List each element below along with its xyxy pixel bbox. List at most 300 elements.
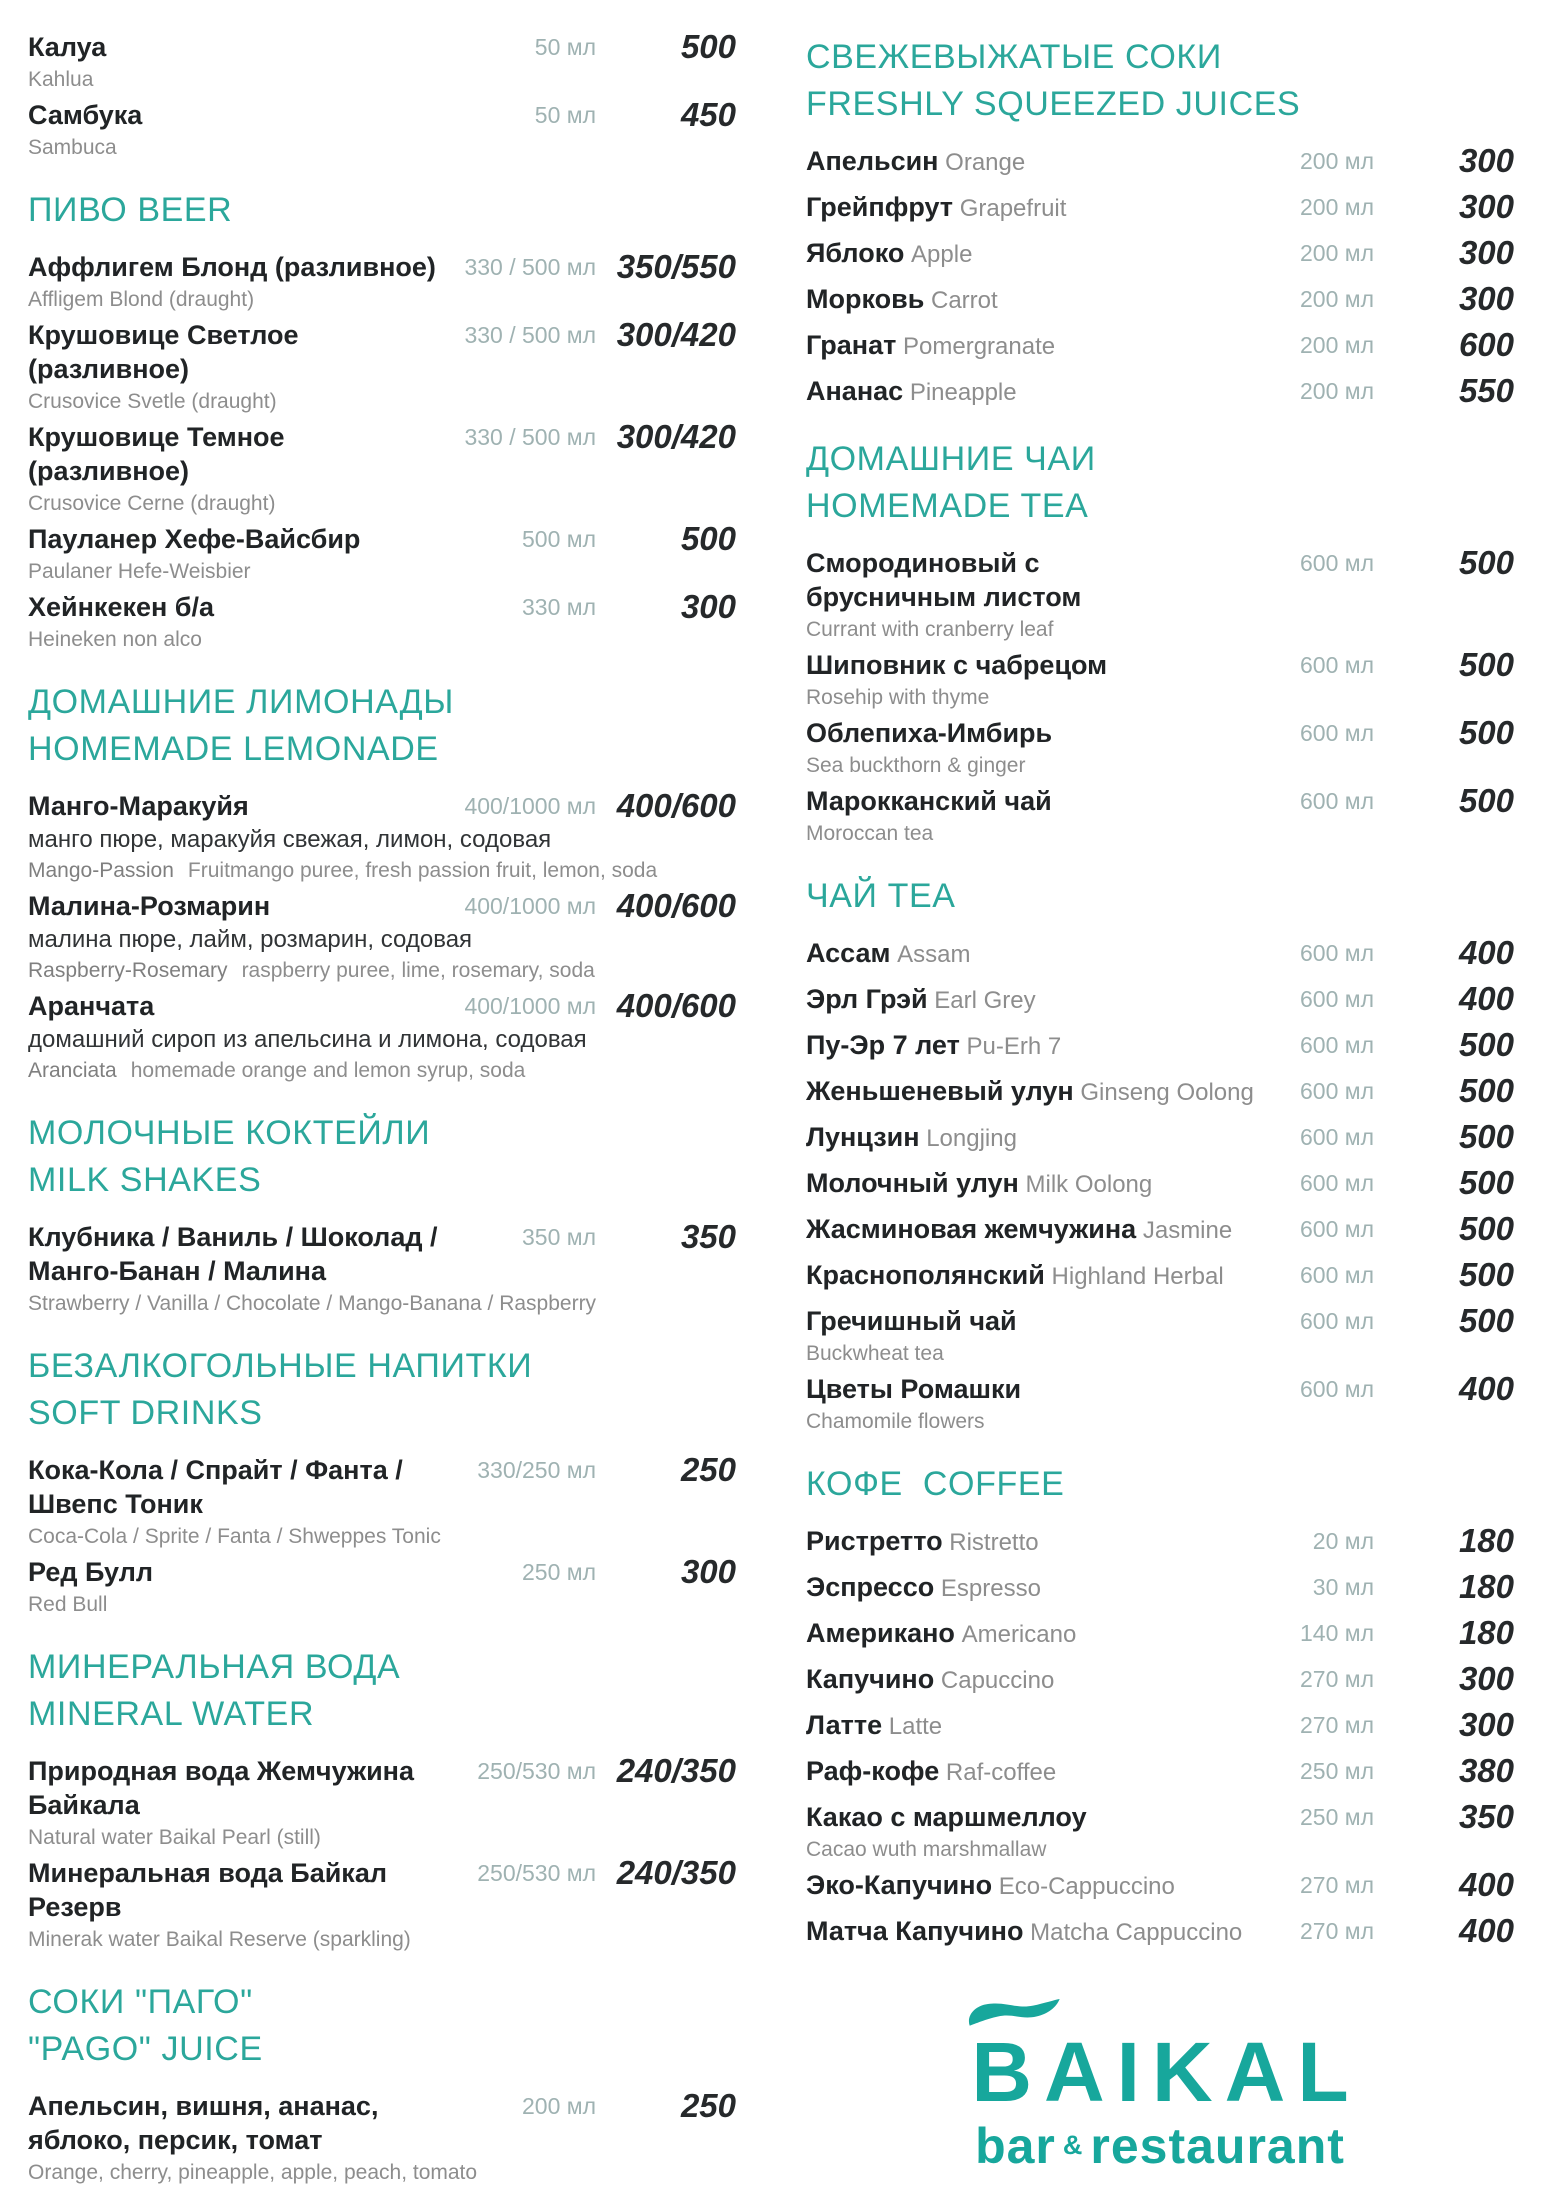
item-price: 300 bbox=[680, 1553, 736, 1590]
item-name-en: Capuccino bbox=[934, 1667, 1055, 1694]
menu-item-row bbox=[28, 98, 736, 132]
item-price: 300 bbox=[1458, 280, 1514, 317]
item-name-en: Apple bbox=[904, 241, 973, 268]
item-name-en: Carrot bbox=[924, 287, 998, 314]
menu-item-row bbox=[28, 318, 736, 386]
menu-item bbox=[806, 648, 1514, 711]
menu-item-row bbox=[806, 1074, 1514, 1110]
item-volume: 600 мл bbox=[1300, 1170, 1374, 1196]
item-description-en: Affligem Blond (draught) bbox=[28, 288, 255, 311]
section-header-line: HOMEMADE LEMONADE bbox=[28, 730, 439, 768]
item-volume: 400/1000 мл bbox=[464, 893, 596, 919]
section-header bbox=[28, 1110, 736, 1204]
item-name: Морковь Carrot bbox=[806, 284, 998, 314]
menu-item-row bbox=[28, 522, 736, 556]
menu-item bbox=[806, 1800, 1514, 1863]
menu-item bbox=[806, 374, 1514, 410]
menu-item-row bbox=[806, 190, 1514, 226]
item-name: Молочный улун Milk Oolong bbox=[806, 1168, 1153, 1198]
item-name-en: Latte bbox=[882, 1713, 943, 1740]
item-volume: 600 мл bbox=[1300, 1216, 1374, 1242]
menu-item-row bbox=[806, 1570, 1514, 1606]
item-price: 500 bbox=[1458, 1256, 1514, 1293]
item-name: Гранат Pomergranate bbox=[806, 330, 1056, 360]
menu-item bbox=[806, 1304, 1514, 1367]
item-volume: 270 мл bbox=[1300, 1872, 1374, 1898]
logo-subtitle bbox=[971, 2118, 1348, 2173]
menu-item bbox=[806, 1120, 1514, 1156]
item-volume: 250 мл bbox=[1300, 1758, 1374, 1784]
item-volume: 200 мл bbox=[1300, 240, 1374, 266]
item-volume: 350 мл bbox=[522, 1224, 596, 1250]
item-name: Минеральная вода Байкал Резерв bbox=[28, 1858, 387, 1922]
item-price: 240/350 bbox=[616, 1854, 736, 1891]
menu-item-row bbox=[806, 546, 1514, 614]
menu-item bbox=[28, 420, 736, 517]
item-price: 300 bbox=[1458, 1706, 1514, 1743]
menu-item-row bbox=[28, 30, 736, 64]
section-header-line: ЧАЙ TEA bbox=[806, 877, 956, 915]
item-description-en: Natural water Baikal Pearl (still) bbox=[28, 1826, 321, 1849]
section-header-line: КОФЕ COFFEE bbox=[806, 1465, 1065, 1503]
item-name-en: Matcha Cappuccino bbox=[1023, 1919, 1243, 1946]
item-price: 500 bbox=[1458, 782, 1514, 819]
item-description-label: Mango-Passion bbox=[28, 859, 174, 882]
menu-item bbox=[806, 328, 1514, 364]
menu-item-row bbox=[806, 1616, 1514, 1652]
item-price: 300 bbox=[680, 588, 736, 625]
logo-title: BAIKAL bbox=[971, 2025, 1361, 2119]
item-description-en: Currant with cranberry leaf bbox=[806, 618, 1054, 641]
item-description-ru: манго пюре, маракуйя свежая, лимон, содовая bbox=[28, 826, 552, 853]
section-header-line: ДОМАШНИЕ ЛИМОНАДЫ bbox=[28, 683, 454, 721]
item-name: Капучино Capuccino bbox=[806, 1664, 1055, 1694]
item-price: 400/600 bbox=[616, 987, 736, 1024]
item-price: 180 bbox=[1458, 1522, 1514, 1559]
item-price: 400 bbox=[1458, 980, 1514, 1017]
item-volume: 600 мл bbox=[1300, 1078, 1374, 1104]
item-name: Эспрессо Espresso bbox=[806, 1572, 1041, 1602]
item-name: Какао с маршмеллоу bbox=[806, 1802, 1087, 1832]
menu-columns bbox=[28, 30, 1514, 2188]
section-header-line: МОЛОЧНЫЕ КОКТЕЙЛИ bbox=[28, 1114, 431, 1152]
section-header bbox=[806, 873, 1514, 920]
menu-item bbox=[806, 236, 1514, 272]
menu-item-row bbox=[806, 282, 1514, 318]
menu-item-row bbox=[806, 1800, 1514, 1834]
menu-item bbox=[806, 1524, 1514, 1560]
item-name: Ристретто Ristretto bbox=[806, 1526, 1039, 1556]
item-volume: 50 мл bbox=[534, 102, 596, 128]
item-name: Женьшеневый улун Ginseng Oolong bbox=[806, 1076, 1254, 1106]
item-volume: 330 / 500 мл bbox=[464, 424, 596, 450]
item-price: 500 bbox=[1458, 714, 1514, 751]
menu-item bbox=[28, 1555, 736, 1618]
item-price: 350 bbox=[1458, 1798, 1514, 1835]
menu-item-row bbox=[28, 420, 736, 488]
item-price: 400 bbox=[1458, 1370, 1514, 1407]
item-name: Лунцзин Longjing bbox=[806, 1122, 1017, 1152]
item-name: Крушовице Темное (разливное) bbox=[28, 422, 285, 486]
item-description-en: Red Bull bbox=[28, 1593, 108, 1616]
menu-item bbox=[806, 716, 1514, 779]
menu-item bbox=[806, 1166, 1514, 1202]
item-name: Апельсин Orange bbox=[806, 146, 1026, 176]
item-description-label: Raspberry-Rosemary bbox=[28, 959, 228, 982]
item-name-en: Pu-Erh 7 bbox=[959, 1033, 1062, 1060]
item-name: Самбука bbox=[28, 100, 143, 130]
item-description-en: Raspberry-Rosemary raspberry puree, lime, rosemary, soda bbox=[28, 959, 595, 982]
item-volume: 250 мл bbox=[1300, 1804, 1374, 1830]
section-header-line: МИНЕРАЛЬНАЯ ВОДА bbox=[28, 1648, 401, 1686]
menu-item-row bbox=[806, 236, 1514, 272]
item-name-en: Longjing bbox=[919, 1125, 1017, 1152]
menu-column-right bbox=[806, 30, 1514, 2188]
item-name-en: Espresso bbox=[934, 1575, 1041, 1602]
item-price: 500 bbox=[1458, 1164, 1514, 1201]
item-price: 600 bbox=[1458, 326, 1514, 363]
section-header bbox=[28, 1979, 736, 2073]
menu-item-row bbox=[806, 1212, 1514, 1248]
menu-item bbox=[806, 1258, 1514, 1294]
menu-item-row bbox=[806, 936, 1514, 972]
menu-item bbox=[28, 789, 736, 884]
menu-item bbox=[806, 1028, 1514, 1064]
item-price: 300 bbox=[1458, 188, 1514, 225]
item-price: 400/600 bbox=[616, 787, 736, 824]
item-price: 550 bbox=[1458, 372, 1514, 409]
item-name: Малина-Розмарин bbox=[28, 891, 271, 921]
item-price: 500 bbox=[1458, 1210, 1514, 1247]
menu-item bbox=[806, 1570, 1514, 1606]
item-name: Эрл Грэй Earl Grey bbox=[806, 984, 1036, 1014]
item-name: Облепиха-Имбирь bbox=[806, 718, 1053, 748]
item-description-label: Aranciata bbox=[28, 1059, 117, 1082]
menu-item bbox=[28, 250, 736, 313]
item-description-en: Buckwheat tea bbox=[806, 1342, 944, 1365]
item-description-en: Mango-Passion Fruitmango puree, fresh passion fruit, lemon, soda bbox=[28, 859, 658, 882]
item-price: 350/550 bbox=[616, 248, 736, 285]
item-name-en: Eco-Cappuccino bbox=[992, 1873, 1175, 1900]
item-volume: 600 мл bbox=[1300, 1308, 1374, 1334]
logo-subtitle-bar: bar bbox=[975, 2118, 1056, 2174]
item-name-en: Ginseng Oolong bbox=[1073, 1079, 1254, 1106]
item-description-ru: домашний сироп из апельсина и лимона, содовая bbox=[28, 1026, 587, 1053]
item-price: 500 bbox=[1458, 1072, 1514, 1109]
item-description-en: Minerak water Baikal Reserve (sparkling) bbox=[28, 1928, 411, 1951]
item-name: Пу-Эр 7 лет Pu-Erh 7 bbox=[806, 1030, 1062, 1060]
item-name: Пауланер Хефе-Вайсбир bbox=[28, 524, 361, 554]
menu-item bbox=[28, 318, 736, 415]
menu-item-row bbox=[28, 590, 736, 624]
item-description-en: Kahlua bbox=[28, 68, 94, 91]
item-volume: 330 / 500 мл bbox=[464, 254, 596, 280]
item-name: Марокканский чай bbox=[806, 786, 1052, 816]
section-header bbox=[28, 679, 736, 773]
item-volume: 250 мл bbox=[522, 1559, 596, 1585]
item-volume: 200 мл bbox=[522, 2093, 596, 2119]
item-price: 240/350 bbox=[616, 1752, 736, 1789]
menu-item-row bbox=[806, 144, 1514, 180]
section-header-line: СОКИ "ПАГО" bbox=[28, 1983, 253, 2021]
section-header-line: SOFT DRINKS bbox=[28, 1394, 263, 1432]
menu-item-row bbox=[28, 889, 736, 923]
item-name-en: Orange bbox=[938, 149, 1026, 176]
logo-subtitle-restaurant: restaurant bbox=[1090, 2118, 1345, 2174]
item-volume: 200 мл bbox=[1300, 194, 1374, 220]
menu-item bbox=[806, 144, 1514, 180]
item-name: Грейпфрут Grapefruit bbox=[806, 192, 1067, 222]
section-header-line: MILK SHAKES bbox=[28, 1161, 262, 1199]
menu-item-row bbox=[28, 1220, 736, 1288]
menu-item-row bbox=[806, 784, 1514, 818]
item-volume: 270 мл bbox=[1300, 1666, 1374, 1692]
menu-item-row bbox=[806, 982, 1514, 1018]
item-volume: 20 мл bbox=[1312, 1528, 1374, 1554]
menu-item-row bbox=[28, 250, 736, 284]
item-name: Апельсин, вишня, ананас, яблоко, персик, томат bbox=[28, 2091, 379, 2155]
menu-item-row bbox=[806, 716, 1514, 750]
menu-item bbox=[806, 1868, 1514, 1904]
item-name: Природная вода Жемчужина Байкала bbox=[28, 1756, 415, 1820]
item-volume: 330 / 500 мл bbox=[464, 322, 596, 348]
section-header-line: HOMEMADE TEA bbox=[806, 487, 1089, 525]
item-description-en: Aranciata homemade orange and lemon syrup, soda bbox=[28, 1059, 526, 1082]
item-price: 300 bbox=[1458, 142, 1514, 179]
item-name: Раф-кофе Raf-coffee bbox=[806, 1756, 1057, 1786]
menu-column-left bbox=[28, 30, 736, 2188]
menu-item-row bbox=[28, 789, 736, 823]
menu-item-row bbox=[28, 2089, 736, 2157]
item-description-en: Sea buckthorn & ginger bbox=[806, 754, 1026, 777]
menu-item-row bbox=[806, 1708, 1514, 1744]
section-header bbox=[806, 436, 1514, 530]
item-name: Смородиновый с брусничным листом bbox=[806, 548, 1082, 612]
item-description-en: Sambuca bbox=[28, 136, 117, 159]
section-header-line: "PAGO" JUICE bbox=[28, 2030, 263, 2068]
menu-item bbox=[28, 889, 736, 984]
item-volume: 600 мл bbox=[1300, 940, 1374, 966]
item-name: Матча Капучино Matcha Cappuccino bbox=[806, 1916, 1243, 1946]
menu-item bbox=[806, 982, 1514, 1018]
menu-item bbox=[806, 1754, 1514, 1790]
item-price: 300 bbox=[1458, 234, 1514, 271]
item-volume: 30 мл bbox=[1312, 1574, 1374, 1600]
item-volume: 600 мл bbox=[1300, 1032, 1374, 1058]
item-name: Цветы Ромашки bbox=[806, 1374, 1022, 1404]
wave-icon bbox=[963, 1996, 1063, 2032]
item-volume: 600 мл bbox=[1300, 652, 1374, 678]
section-header bbox=[28, 1343, 736, 1437]
item-name: Кока-Кола / Спрайт / Фанта / Швепс Тоник bbox=[28, 1455, 403, 1519]
menu-item-row bbox=[806, 1754, 1514, 1790]
item-price: 500 bbox=[680, 28, 736, 65]
item-price: 450 bbox=[680, 96, 736, 133]
item-name: Ред Булл bbox=[28, 1557, 154, 1587]
menu-item-row bbox=[806, 1028, 1514, 1064]
menu-item bbox=[806, 1914, 1514, 1950]
item-name: Американо Americano bbox=[806, 1618, 1077, 1648]
item-volume: 330/250 мл bbox=[477, 1457, 596, 1483]
section-header bbox=[28, 187, 736, 234]
item-name-en: Jasmine bbox=[1136, 1217, 1233, 1244]
item-volume: 200 мл bbox=[1300, 378, 1374, 404]
item-description-en: Chamomile flowers bbox=[806, 1410, 985, 1433]
menu-item-row bbox=[28, 1856, 736, 1924]
item-volume: 600 мл bbox=[1300, 1124, 1374, 1150]
menu-item bbox=[806, 1708, 1514, 1744]
menu-item bbox=[806, 936, 1514, 972]
section-header-line: ПИВО BEER bbox=[28, 191, 233, 229]
item-name: Клубника / Ваниль / Шоколад / Манго-Банан / Малина bbox=[28, 1222, 438, 1286]
menu-item-row bbox=[806, 1868, 1514, 1904]
item-price: 180 bbox=[1458, 1614, 1514, 1651]
item-price: 400/600 bbox=[616, 887, 736, 924]
section-header bbox=[28, 1644, 736, 1738]
item-name: Краснополянский Highland Herbal bbox=[806, 1260, 1224, 1290]
section-header-line: MINERAL WATER bbox=[28, 1695, 315, 1733]
menu-item bbox=[28, 1754, 736, 1851]
menu-item bbox=[28, 1856, 736, 1953]
item-name: Яблоко Apple bbox=[806, 238, 973, 268]
item-price: 500 bbox=[1458, 1302, 1514, 1339]
menu-item bbox=[28, 590, 736, 653]
item-price: 250 bbox=[680, 2087, 736, 2124]
baikal-logo bbox=[971, 1996, 1361, 2174]
item-name: Гречишный чай bbox=[806, 1306, 1017, 1336]
menu-item-row bbox=[28, 1754, 736, 1822]
item-volume: 400/1000 мл bbox=[464, 993, 596, 1019]
item-price: 300/420 bbox=[616, 316, 736, 353]
menu-item-row bbox=[806, 1258, 1514, 1294]
item-price: 500 bbox=[1458, 646, 1514, 683]
menu-item bbox=[28, 522, 736, 585]
item-price: 180 bbox=[1458, 1568, 1514, 1605]
item-description-en: Crusovice Cerne (draught) bbox=[28, 492, 276, 515]
item-volume: 600 мл bbox=[1300, 1376, 1374, 1402]
item-volume: 250/530 мл bbox=[477, 1758, 596, 1784]
item-name: Аранчата bbox=[28, 991, 155, 1021]
menu-item bbox=[806, 1616, 1514, 1652]
item-volume: 600 мл bbox=[1300, 720, 1374, 746]
item-name-en: Earl Grey bbox=[927, 987, 1036, 1014]
item-name: Ананас Pineapple bbox=[806, 376, 1017, 406]
menu-item bbox=[28, 1220, 736, 1317]
item-price: 500 bbox=[680, 520, 736, 557]
item-price: 500 bbox=[1458, 1026, 1514, 1063]
item-price: 380 bbox=[1458, 1752, 1514, 1789]
menu-item bbox=[806, 1662, 1514, 1698]
menu-item bbox=[28, 2089, 736, 2186]
menu-item bbox=[806, 1212, 1514, 1248]
section-header bbox=[806, 34, 1514, 128]
item-volume: 500 мл bbox=[522, 526, 596, 552]
item-volume: 200 мл bbox=[1300, 148, 1374, 174]
menu-item bbox=[806, 546, 1514, 643]
item-volume: 600 мл bbox=[1300, 986, 1374, 1012]
item-name-en: Milk Oolong bbox=[1018, 1171, 1153, 1198]
item-name-en: Pineapple bbox=[903, 379, 1017, 406]
menu-item-row bbox=[28, 989, 736, 1023]
section-header-line: FRESHLY SQUEEZED JUICES bbox=[806, 85, 1301, 123]
item-price: 300 bbox=[1458, 1660, 1514, 1697]
menu-item bbox=[806, 282, 1514, 318]
menu-item bbox=[28, 989, 736, 1084]
item-volume: 140 мл bbox=[1300, 1620, 1374, 1646]
menu-item-row bbox=[806, 1524, 1514, 1560]
item-price: 500 bbox=[1458, 544, 1514, 581]
item-volume: 270 мл bbox=[1300, 1712, 1374, 1738]
item-price: 300/420 bbox=[616, 418, 736, 455]
item-price: 400 bbox=[1458, 1912, 1514, 1949]
section-header-line: БЕЗАЛКОГОЛЬНЫЕ НАПИТКИ bbox=[28, 1347, 533, 1385]
item-description-en: Strawberry / Vanilla / Chocolate / Mango-Banana / Raspberry bbox=[28, 1292, 597, 1315]
menu-item bbox=[806, 190, 1514, 226]
item-volume: 600 мл bbox=[1300, 550, 1374, 576]
item-price: 400 bbox=[1458, 1866, 1514, 1903]
item-name: Калуа bbox=[28, 32, 107, 62]
item-volume: 250/530 мл bbox=[477, 1860, 596, 1886]
menu-item-row bbox=[806, 328, 1514, 364]
item-name: Жасминовая жемчужина Jasmine bbox=[806, 1214, 1233, 1244]
menu-item-row bbox=[806, 1372, 1514, 1406]
item-description-en: Moroccan tea bbox=[806, 822, 934, 845]
menu-item-row bbox=[806, 1662, 1514, 1698]
item-name-en: Ristretto bbox=[942, 1529, 1039, 1556]
menu-item-row bbox=[806, 374, 1514, 410]
item-volume: 200 мл bbox=[1300, 286, 1374, 312]
item-name-en: Highland Herbal bbox=[1044, 1263, 1224, 1290]
item-volume: 50 мл bbox=[534, 34, 596, 60]
menu-item-row bbox=[806, 1120, 1514, 1156]
item-name: Ассам Assam bbox=[806, 938, 971, 968]
menu-item bbox=[806, 784, 1514, 847]
section-header-line: ДОМАШНИЕ ЧАИ bbox=[806, 440, 1096, 478]
item-price: 500 bbox=[1458, 1118, 1514, 1155]
item-name: Хейнкекен б/а bbox=[28, 592, 214, 622]
item-price: 350 bbox=[680, 1218, 736, 1255]
logo-ampersand: & bbox=[1062, 2130, 1084, 2160]
section-header bbox=[806, 1461, 1514, 1508]
menu-item-row bbox=[806, 1304, 1514, 1338]
item-name: Крушовице Светлое (разливное) bbox=[28, 320, 299, 384]
menu-item bbox=[28, 30, 736, 93]
item-price: 250 bbox=[680, 1451, 736, 1488]
item-description-en: Rosehip with thyme bbox=[806, 686, 990, 709]
item-name-en: Americano bbox=[954, 1621, 1077, 1648]
item-volume: 330 мл bbox=[522, 594, 596, 620]
item-name-en: Raf-coffee bbox=[939, 1759, 1057, 1786]
menu-item-row bbox=[28, 1555, 736, 1589]
item-description-en: Crusovice Svetle (draught) bbox=[28, 390, 277, 413]
item-name-en: Assam bbox=[890, 941, 971, 968]
item-name: Латте Latte bbox=[806, 1710, 943, 1740]
item-description-ru: малина пюре, лайм, розмарин, содовая bbox=[28, 926, 473, 953]
item-description-en: Heineken non alco bbox=[28, 628, 202, 651]
item-name: Эко-Капучино Eco-Cappuccino bbox=[806, 1870, 1175, 1900]
item-name: Шиповник с чабрецом bbox=[806, 650, 1108, 680]
menu-item-row bbox=[806, 648, 1514, 682]
item-description-en: Coca-Cola / Sprite / Fanta / Shweppes Tonic bbox=[28, 1525, 441, 1548]
item-name-en: Pomergranate bbox=[896, 333, 1056, 360]
item-description-en: Paulaner Hefe-Weisbier bbox=[28, 560, 251, 583]
item-volume: 270 мл bbox=[1300, 1918, 1374, 1944]
menu-item-row bbox=[806, 1166, 1514, 1202]
item-name: Манго-Маракуйя bbox=[28, 791, 249, 821]
menu-item bbox=[806, 1372, 1514, 1435]
menu-item bbox=[806, 1074, 1514, 1110]
menu-item-row bbox=[806, 1914, 1514, 1950]
